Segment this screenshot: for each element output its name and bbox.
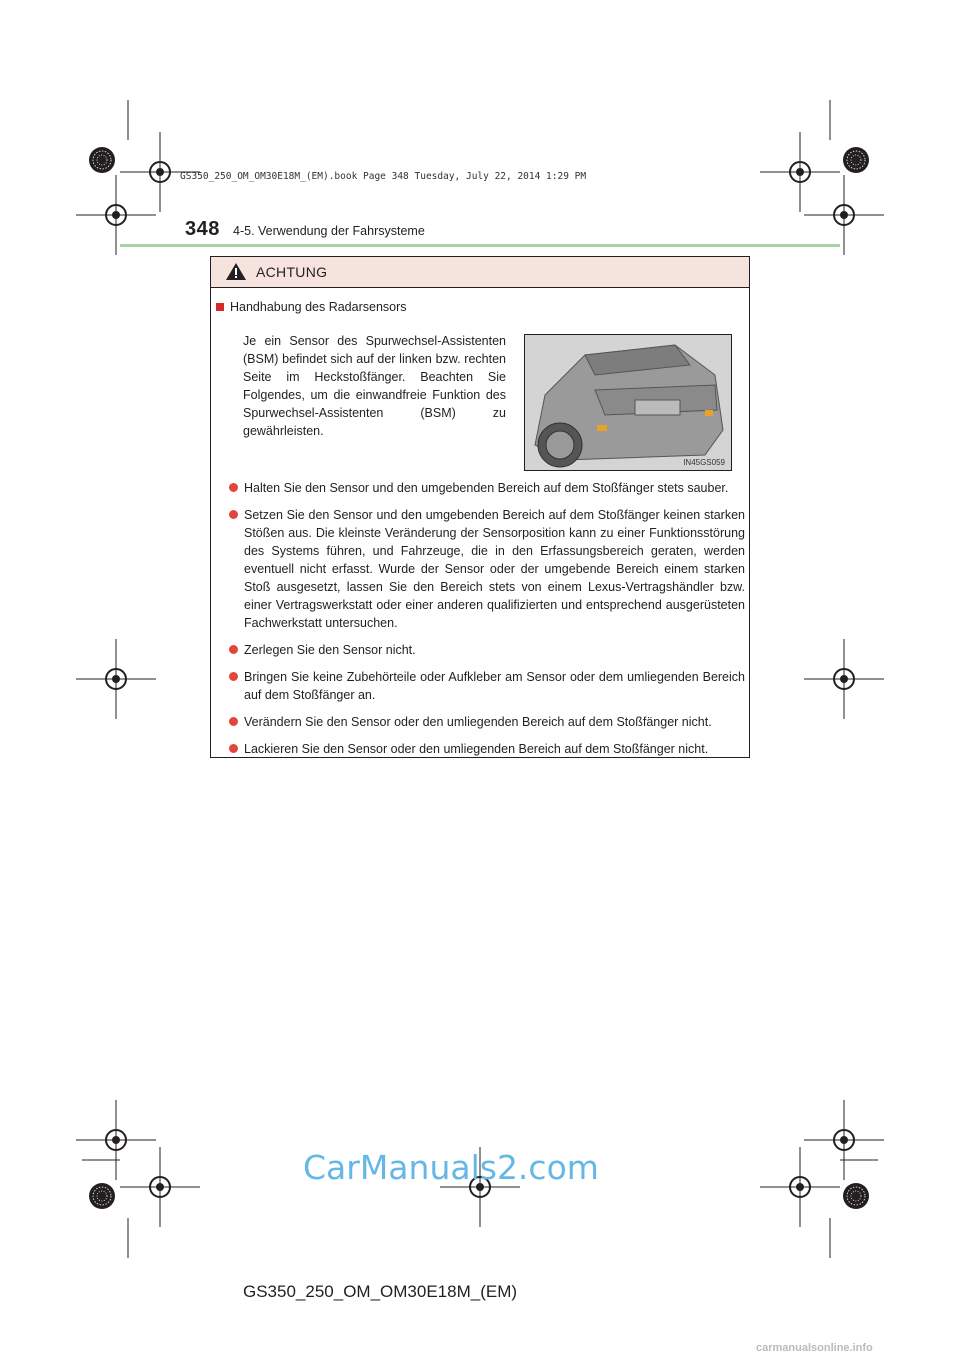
- subheading-text: Handhabung des Radarsensors: [230, 300, 407, 314]
- car-rear-illustration: [524, 334, 732, 471]
- bullet-dot-icon: [229, 717, 238, 726]
- footer-doc-id: GS350_250_OM_OM30E18M_(EM): [243, 1282, 518, 1301]
- watermark-carmanuals: CarManuals2.com: [303, 1148, 599, 1187]
- warning-title: ACHTUNG: [256, 264, 328, 280]
- subheading: [216, 300, 407, 314]
- book-info-line: GS350_250_OM_OM30E18M_(EM).book Page 348 Tuesday, July 22, 2014 1:29 PM: [180, 171, 587, 182]
- bullet-dot-icon: [229, 645, 238, 654]
- page-number: 348: [185, 218, 220, 240]
- bullet-dot-icon: [229, 672, 238, 681]
- list-item: [229, 668, 745, 704]
- intro-paragraph: Je ein Sensor des Spurwechsel-Assistenten (BSM) befindet sich auf der linken bzw. rechten Seite im Heckstoßfänger. Beachten Sie Folgendes, um die einwandfreie Funktion des Spurwechsel-Assistenten (BSM) zu gewährleisten.: [243, 334, 506, 438]
- bullet-dot-icon: [229, 483, 238, 492]
- list-item-text: Verändern Sie den Sensor oder den umliegenden Bereich auf dem Stoßfänger nicht.: [244, 715, 712, 729]
- header-rule: [120, 244, 840, 247]
- section-title: 4-5. Verwendung der Fahrsysteme: [233, 224, 425, 238]
- watermark-corner: carmanualsonline.info: [756, 1342, 873, 1354]
- list-item-text: Bringen Sie keine Zubehörteile oder Aufkleber am Sensor oder dem umliegenden Bereich auf dem Stoßfänger an.: [244, 670, 745, 702]
- bullet-list: [229, 479, 745, 767]
- list-item: [229, 506, 745, 632]
- list-item-text: Zerlegen Sie den Sensor nicht.: [244, 643, 416, 657]
- warning-triangle-icon: [226, 263, 246, 285]
- list-item-text: Lackieren Sie den Sensor oder den umliegenden Bereich auf dem Stoßfänger nicht.: [244, 742, 709, 756]
- square-bullet-icon: [216, 303, 224, 311]
- list-item: [229, 641, 745, 659]
- bullet-dot-icon: [229, 744, 238, 753]
- warning-box: [210, 256, 750, 758]
- list-item: [229, 479, 745, 497]
- list-item: [229, 740, 745, 758]
- bullet-dot-icon: [229, 510, 238, 519]
- figure-code: IN45GS059: [683, 458, 725, 467]
- warning-header: [211, 257, 749, 288]
- car-rear-drawing: [525, 335, 731, 470]
- list-item: [229, 713, 745, 731]
- list-item-text: Setzen Sie den Sensor und den umgebenden Bereich auf dem Stoßfänger keinen starken Stößen aus. Die kleinste Veränderung der Sensorposition kann zu einer Funktionsstörung des Systems führen, und Fahrzeuge, die in den Erfassungsbereich geraten, werden eventuell nicht erfasst. Wurde der Sensor oder der umgebende Bereich einem starken Stoß ausgesetzt, lassen Sie den Bereich stets von einem Lexus-Vertragshändler bzw. einer Vertragswerkstatt oder einer anderen qualifizierten und entsprechend ausgerüsteten Fachwerkstatt untersuchen.: [244, 508, 745, 630]
- list-item-text: Halten Sie den Sensor und den umgebenden Bereich auf dem Stoßfänger stets sauber.: [244, 481, 729, 495]
